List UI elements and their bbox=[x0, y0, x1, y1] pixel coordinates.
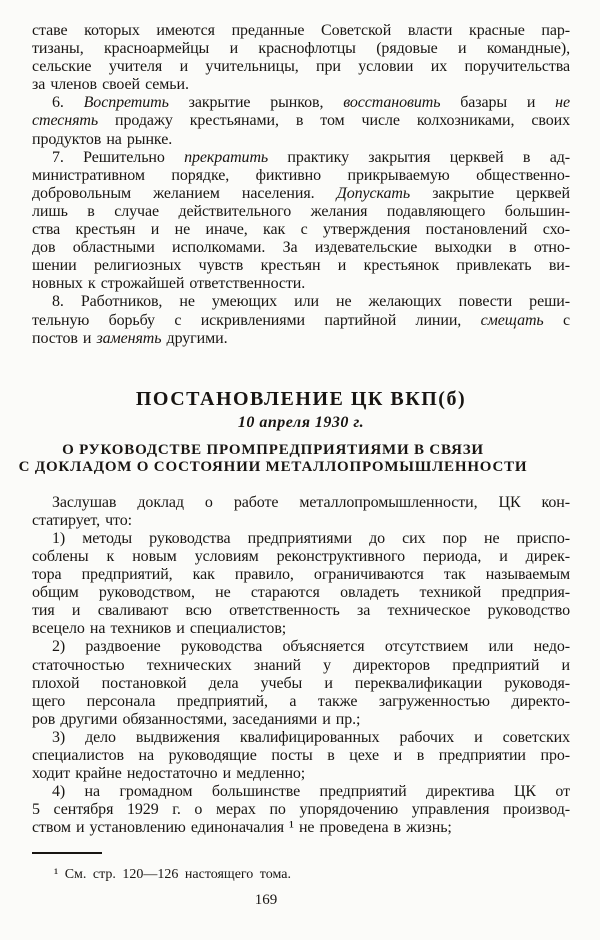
footnote: ¹ См. стр. 120—126 настоящего тома. bbox=[54, 867, 291, 883]
paragraph bbox=[32, 22, 570, 94]
paragraph bbox=[32, 494, 570, 530]
text-line: 7. Решительно прекратить практику закрытия церквей в ад- bbox=[52, 148, 570, 166]
paragraph bbox=[32, 783, 570, 837]
text-line: 8. Работников, не умеющих или не желающих повести реши- bbox=[52, 293, 570, 311]
text-line: за членов своей семьи. bbox=[32, 76, 189, 94]
text-line: ставе которых имеются преданные Советской власти красные пар- bbox=[32, 22, 570, 39]
decree-subtitle-line-1: О РУКОВОДСТВЕ ПРОМПРЕДПРИЯТИЯМИ В СВЯЗИ bbox=[62, 441, 484, 458]
text-line: 1) методы руководства предприятиями до сих пор не приспо- bbox=[52, 529, 570, 547]
text-line: шении религиозных чувств крестьян и крестьянок привлекать ви- bbox=[32, 257, 570, 275]
text-line: тизаны, красноармейцы и краснофлотцы (рядовые и командные), bbox=[32, 40, 570, 58]
body-text-upper bbox=[32, 22, 570, 348]
text-line: добровольным желанием населения. Допускать закрытие церквей bbox=[32, 184, 570, 202]
text-line: щего персонала предприятий, а также загруженностью директо- bbox=[32, 692, 570, 710]
text-line: 4) на громадном большинстве предприятий директива ЦК от bbox=[52, 783, 570, 801]
text-line: тора предприятий, как правило, ограничиваются так называемым bbox=[32, 566, 570, 584]
text-column bbox=[18, 22, 571, 909]
paragraph bbox=[32, 729, 570, 783]
text-line: продуктов на рынке. bbox=[32, 130, 173, 148]
text-line: 6. Воспретить закрытие рынков, восстановить базары и не bbox=[52, 94, 571, 112]
section-heading bbox=[18, 387, 570, 476]
text-line: 2) раздвоение руководства объясняется отсутствием или недо- bbox=[52, 638, 570, 656]
text-line: лишь в случае действительного желания подавляющего большин- bbox=[32, 202, 570, 220]
text-line: ров другими обязанностями, заседаниями и пр.; bbox=[32, 710, 361, 728]
paragraph bbox=[32, 94, 570, 148]
footnote-divider bbox=[32, 852, 102, 854]
text-line: 3) дело выдвижения квалифицированных рабочих и советских bbox=[52, 728, 570, 746]
text-line: министративном порядке, фиктивно прикрываемую общественно- bbox=[32, 166, 570, 184]
paragraph bbox=[32, 530, 570, 639]
decree-title: ПОСТАНОВЛЕНИЕ ЦК ВКП(б) bbox=[135, 387, 467, 410]
decree-date: 10 апреля 1930 г. bbox=[237, 413, 365, 431]
paragraph bbox=[32, 149, 570, 294]
text-line: всецело на техников и специалистов; bbox=[32, 620, 287, 638]
text-line: плохой постановкой дела учебы и переквалификации руководя- bbox=[32, 674, 570, 692]
text-line: соблены к новым условиям реконструктивного периода, и дирек- bbox=[32, 547, 570, 565]
text-line: тельную борьбу с искривлениями партийной линии, смещать с bbox=[32, 311, 570, 329]
page-number: 169 bbox=[254, 892, 278, 909]
text-line: постов и заменять другими. bbox=[32, 329, 228, 347]
text-line: сельские учителя и учительницы, при условии их поручительства bbox=[32, 58, 570, 76]
paragraph bbox=[32, 293, 570, 347]
text-line: тия и сваливают всю ответственность за техническое руководство bbox=[32, 602, 570, 620]
text-line: 5 сентября 1929 г. о мерах по упорядочению управления производ- bbox=[32, 801, 570, 819]
paragraph bbox=[32, 638, 570, 728]
text-line: статочностью технических знаний у директоров предприятий и bbox=[32, 656, 570, 674]
decree-subtitle-line-2: С ДОКЛАДОМ О СОСТОЯНИИ МЕТАЛЛОПРОМЫШЛЕННОСТИ bbox=[18, 458, 528, 475]
text-line: общим руководством, не стараются овладеть техникой предприя- bbox=[32, 584, 570, 602]
body-text-lower bbox=[32, 494, 570, 838]
text-line: Заслушав доклад о работе металлопромышленности, ЦК кон- bbox=[52, 493, 570, 511]
text-line: статирует, что: bbox=[32, 511, 132, 529]
decree-subtitle bbox=[4, 442, 542, 476]
text-line: дов областными исполкомами. За издевательские выходки в отно- bbox=[32, 239, 570, 257]
text-line: ством и установлению единоначалия ¹ не проведена в жизнь; bbox=[32, 819, 452, 837]
text-line: новных к строжайшей ответственности. bbox=[32, 275, 306, 293]
text-line: ства крестьян и не иначе, как с утверждения постановлений схо- bbox=[32, 221, 570, 239]
text-line: стеснять продажу крестьянами, в том числе колхозниками, своих bbox=[32, 112, 570, 130]
text-line: специалистов на руководящие посты в цехе и в предприятии про- bbox=[32, 747, 570, 764]
text-line: ходит крайне недостаточно и медленно; bbox=[32, 765, 306, 783]
